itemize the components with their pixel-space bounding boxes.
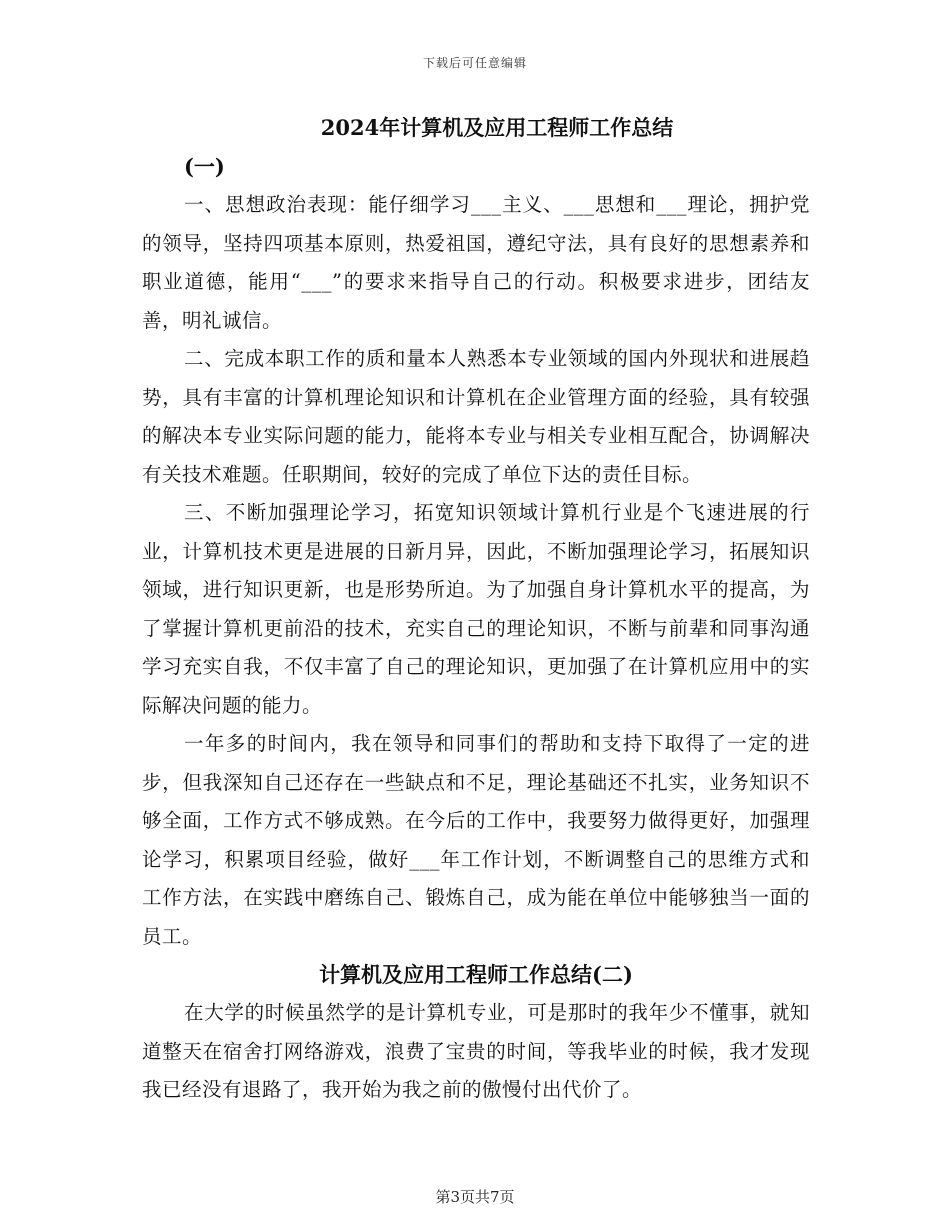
page-footer: 第3页共7页 bbox=[435, 1188, 515, 1206]
page-header: 下载后可任意编辑 bbox=[422, 56, 527, 70]
paragraph-1: 一、思想政治表现：能仔细学习___主义、___思想和___理论，拥护党的领导，坚持四项基本原则，热爱祖国，遵纪守法，具有良好的思想素养和职业道德，能用“___”的要求来指导自己的行动。积极要求进步，团结友善，明礼诚信。 bbox=[142, 193, 810, 332]
paragraph-4: 一年多的时间内，我在领导和同事们的帮助和支持下取得了一定的进步，但我深知自己还存在一些缺点和不足，理论基础还不扎实，业务知识不够全面，工作方式不够成熟。在今后的工作中，我要努力做得更好，加强理论学习，积累项目经验，做好___年工作计划，不断调整自己的思维方式和工作方法，在实践中磨练自己、锻炼自己，成为能在单位中能够独当一面的员工。 bbox=[142, 732, 810, 948]
paragraph-2: 二、完成本职工作的质和量本人熟悉本专业领域的国内外现状和进展趋势，具有丰富的计算机理论知识和计算机在企业管理方面的经验，具有较强的解决本专业实际问题的能力，能将本专业与相关专业相互配合，协调解决有关技术难题。任职期间，较好的完成了单位下达的责任目标。 bbox=[142, 347, 810, 486]
document-title: 2024年计算机及应用工程师工作总结 bbox=[320, 115, 674, 140]
document-body bbox=[142, 108, 810, 1110]
section-subtitle: (一) bbox=[184, 154, 225, 179]
section-2-title: 计算机及应用工程师工作总结(二) bbox=[319, 962, 633, 987]
section-2-paragraph-1: 在大学的时候虽然学的是计算机专业，可是那时的我年少不懂事，就知道整天在宿舍打网络游戏，浪费了宝贵的时间，等我毕业的时候，我才发现我已经没有退路了，我开始为我之前的傲慢付出代价了。 bbox=[142, 1001, 810, 1101]
paragraph-3: 三、不断加强理论学习，拓宽知识领域计算机行业是个飞速进展的行业，计算机技术更是进展的日新月异，因此，不断加强理论学习，拓展知识领域，进行知识更新，也是形势所迫。为了加强自身计算机水平的提高，为了掌握计算机更前沿的技术，充实自己的理论知识，不断与前辈和同事沟通学习充实自我，不仅丰富了自己的理论知识，更加强了在计算机应用中的实际解决问题的能力。 bbox=[142, 501, 810, 717]
